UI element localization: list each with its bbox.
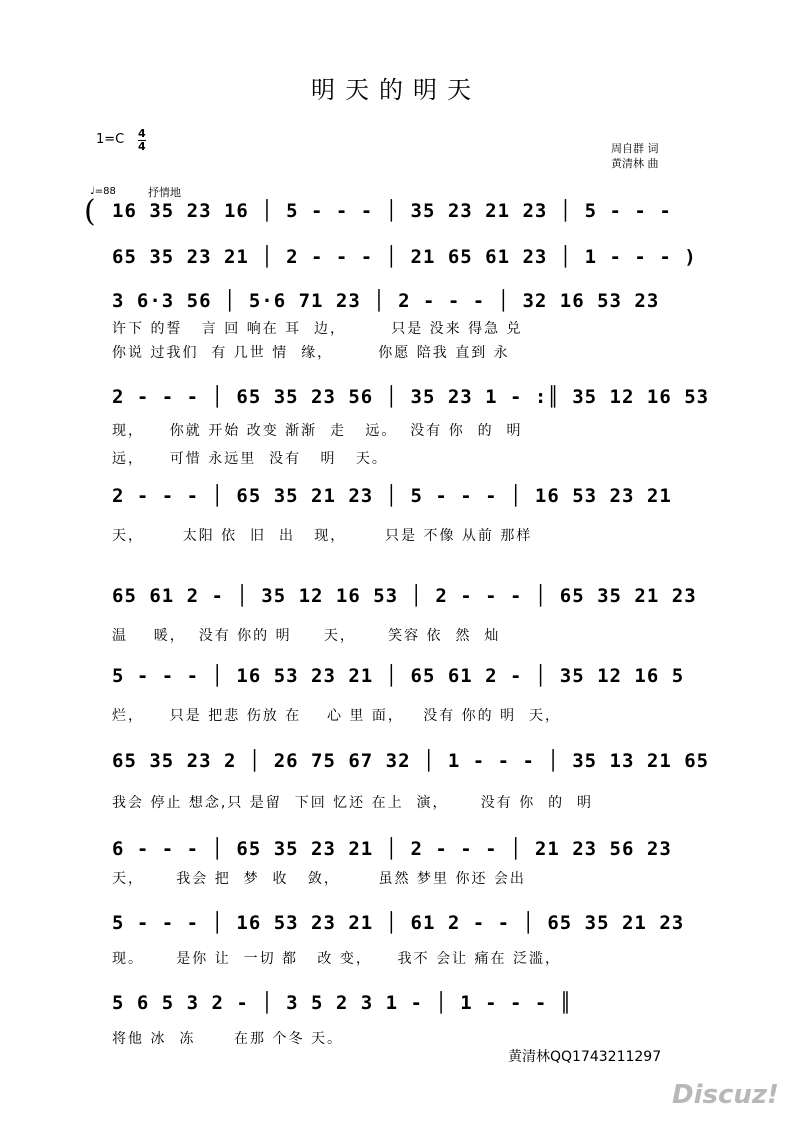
lyric-line: 将他 冰 冻 在那 个冬 天。 [112,1031,343,1047]
watermark-logo: Discuz! [672,1080,779,1110]
lyric-line: 烂， 只是 把悲 伤放 在 心 里 面， 没有 你的 明 天， [112,708,562,724]
score-line: 65 35 23 2 │ 26 75 67 32 │ 1 - - - │ 35 13 21 65 [112,750,710,772]
expression-mark: 抒情地 [148,186,181,199]
score-line: 2 - - - │ 65 35 23 56 │ 35 23 1 - :║ 35 12 16 53 [112,386,710,408]
time-sig-bottom: 4 [138,140,146,153]
score-line: 5 - - - │ 16 53 23 21 │ 61 2 - - │ 65 35 21 23 [112,912,685,934]
lyric-line: 天， 太阳 依 旧 出 现， 只是 不像 从前 那样 [112,528,533,544]
lyric-line: 许下 的誓 言 回 响在 耳 边， 只是 没来 得急 兑 [112,321,523,337]
lyric-line: 我会 停止 想念,只 是留 下回 忆还 在上 演， 没有 你 的 明 [112,795,594,811]
open-paren: ( [84,194,96,229]
key-signature: 1=C [96,132,125,147]
score-line: 5 - - - │ 16 53 23 21 │ 65 61 2 - │ 35 12 16 5 [112,665,685,687]
score-line: 65 61 2 - │ 35 12 16 53 │ 2 - - - │ 65 35 21 23 [112,585,697,607]
time-signature [138,128,146,153]
score-line: 5 6 5 3 2 - │ 3 5 2 3 1 - │ 1 - - - ║ [112,992,573,1014]
lyric-line: 天， 我会 把 梦 收 敛， 虽然 梦里 你还 会出 [112,871,526,887]
lyric-line: 现， 你就 开始 改变 渐渐 走 远。 没有 你 的 明 [112,423,523,439]
lyric-line: 温 暖， 没有 你的 明 天， 笑容 依 然 灿 [112,628,501,644]
time-sig-top: 4 [138,127,146,140]
score-line: 16 35 23 16 │ 5 - - - │ 35 23 21 23 │ 5 - - - [112,200,672,222]
score-line: 65 35 23 21 │ 2 - - - │ 21 65 61 23 │ 1 - - - ) [112,246,697,268]
composer-credit: 黄清林 曲 [611,157,659,170]
lyric-line: 远， 可惜 永远里 没有 明 天。 [112,451,388,467]
score-line: 2 - - - │ 65 35 21 23 │ 5 - - - │ 16 53 23 21 [112,485,672,507]
score-line: 6 - - - │ 65 35 23 21 │ 2 - - - │ 21 23 56 23 [112,838,672,860]
lyric-line: 现。 是你 让 一切 都 改 变， 我不 会让 痛在 泛滥， [112,951,562,967]
lyric-line: 你说 过我们 有 几世 情 缘， 你愿 陪我 直到 永 [112,345,510,361]
page-title: 明天的明天 [311,76,481,104]
tempo-mark: ♩=88 [90,186,116,197]
lyricist-credit: 周自群 词 [611,142,659,155]
score-line: 3 6·3 56 │ 5·6 71 23 │ 2 - - - │ 32 16 53 23 [112,290,660,312]
footer-credit: 黄清林QQ1743211297 [508,1049,662,1065]
